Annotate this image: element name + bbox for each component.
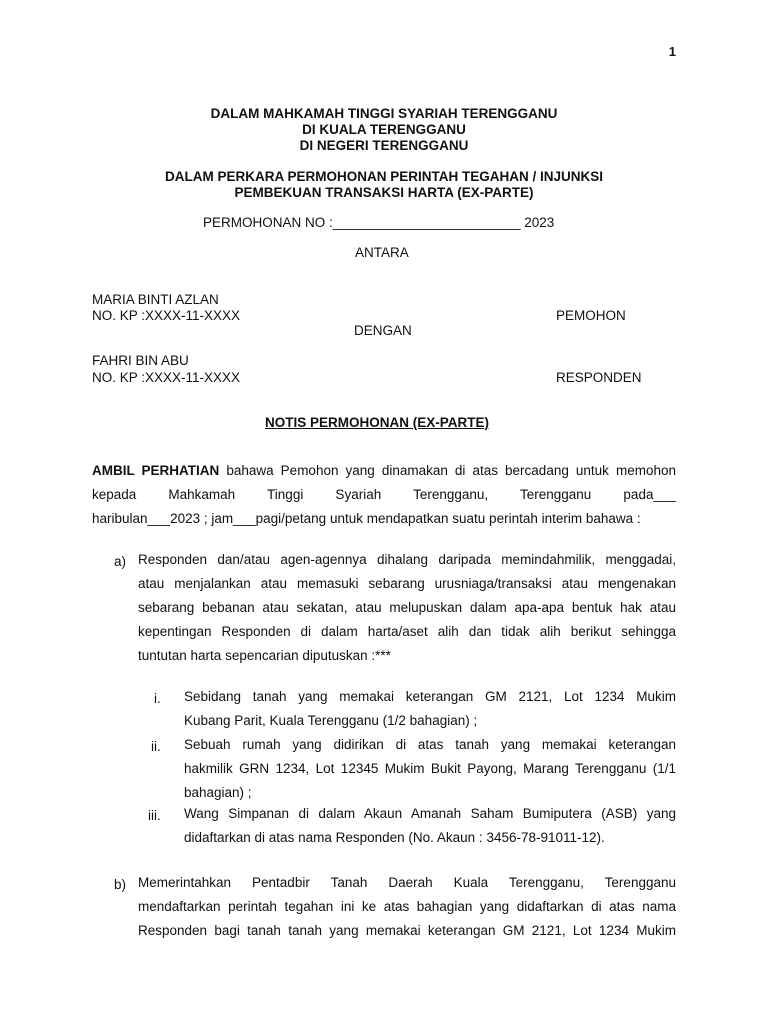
sub-item-line: bahagian) ;: [184, 785, 252, 800]
intro-line-3: haribulan___2023 ; jam___pagi/petang untuk mendapatkan suatu perintah interim bahawa :: [92, 511, 641, 526]
item-b-label: b): [114, 877, 127, 892]
sub-item-iii-text: [184, 802, 676, 850]
sub-item-line: hakmilik GRN 1234, Lot 12345 Mukim Bukit Payong, Marang Terengganu (1/1: [184, 761, 676, 776]
matter-line-1: DALAM PERKARA PERMOHONAN PERINTAH TEGAHAN / INJUNKSI: [164, 169, 603, 184]
sub-item-line: Sebidang tanah yang memakai keterangan GM 2121, Lot 1234 Mukim: [184, 689, 676, 704]
page-number: 1: [668, 44, 676, 59]
sub-item-line: Sebuah rumah yang didirikan di atas tanah yang memakai keterangan: [184, 737, 676, 752]
respondent-ic: NO. KP :XXXX-11-XXXX: [92, 370, 241, 385]
sub-item-ii-text: [184, 733, 676, 805]
sub-item-i-text: [184, 685, 676, 733]
item-a-line: tuntutan harta sepencarian diputuskan :***: [138, 648, 391, 663]
intro-bold: AMBIL PERHATIAN: [92, 463, 220, 478]
sub-item-line: didaftarkan di atas nama Responden (No. Akaun : 3456-78-91011-12).: [184, 830, 605, 845]
item-a-line: sebarang bebanan atau sekatan, atau melupuskan dalam apa-apa bentuk hak atau: [138, 600, 676, 615]
intro-line-1-rest: bahawa Pemohon yang dinamakan di atas bercadang untuk memohon: [219, 463, 676, 478]
court-header: [0, 106, 768, 154]
matter-line-2: PEMBEKUAN TRANSAKSI HARTA (EX-PARTE): [234, 185, 534, 200]
item-a-line: Responden dan/atau agen-agennya dihalang daripada memindahmilik, menggadai,: [138, 552, 676, 567]
item-b-line: Responden bagi tanah tanah yang memakai keterangan GM 2121, Lot 1234 Mukim: [138, 923, 676, 938]
applicant-name: MARIA BINTI AZLAN: [92, 292, 219, 307]
with-label: DENGAN: [354, 323, 412, 338]
item-a-line: kepentingan Responden di dalam harta/aset alih dan tidak alih berikut sehingga: [138, 624, 676, 639]
item-a-text: [138, 548, 676, 668]
item-a-line: atau menjalankan atau memasuki sebarang urusniaga/transaksi atau mengenakan: [138, 576, 676, 591]
respondent-name: FAHRI BIN ABU: [92, 353, 189, 368]
sub-item-ii-label: ii.: [151, 739, 161, 754]
applicant-ic: NO. KP :XXXX-11-XXXX: [92, 308, 241, 323]
sub-item-line: Kubang Parit, Kuala Terengganu (1/2 bahagian) ;: [184, 713, 478, 728]
item-a-label: a): [114, 554, 127, 569]
court-line-1: DALAM MAHKAMAH TINGGI SYARIAH TERENGGANU: [210, 106, 558, 121]
sub-item-iii-label: iii.: [148, 808, 161, 823]
item-b-line: mendaftarkan perintah tegahan ini ke atas bahagian yang didaftarkan di atas nama: [138, 899, 676, 914]
respondent-role: RESPONDEN: [556, 370, 642, 385]
court-line-2: DI KUALA TERENGGANU: [302, 122, 466, 137]
applicant-role: PEMOHON: [556, 308, 626, 323]
application-number: PERMOHONAN NO :_________________________ 2023: [203, 215, 555, 230]
court-line-3: DI NEGERI TERENGGANU: [299, 138, 469, 153]
between-label: ANTARA: [355, 245, 409, 260]
intro-line-2: kepada Mahkamah Tinggi Syariah Terengganu, Terengganu pada___: [92, 487, 676, 502]
sub-item-line: Wang Simpanan di dalam Akaun Amanah Saham Bumiputera (ASB) yang: [184, 806, 676, 821]
matter-header: [0, 169, 768, 201]
item-b-line: Memerintahkan Pentadbir Tanah Daerah Kuala Terengganu, Terengganu: [138, 875, 676, 890]
intro-paragraph: [92, 459, 676, 531]
item-b-text: [138, 871, 676, 943]
notice-title: NOTIS PERMOHONAN (EX-PARTE): [265, 415, 490, 430]
intro-line-1: [92, 459, 676, 483]
sub-item-i-label: i.: [154, 691, 161, 706]
